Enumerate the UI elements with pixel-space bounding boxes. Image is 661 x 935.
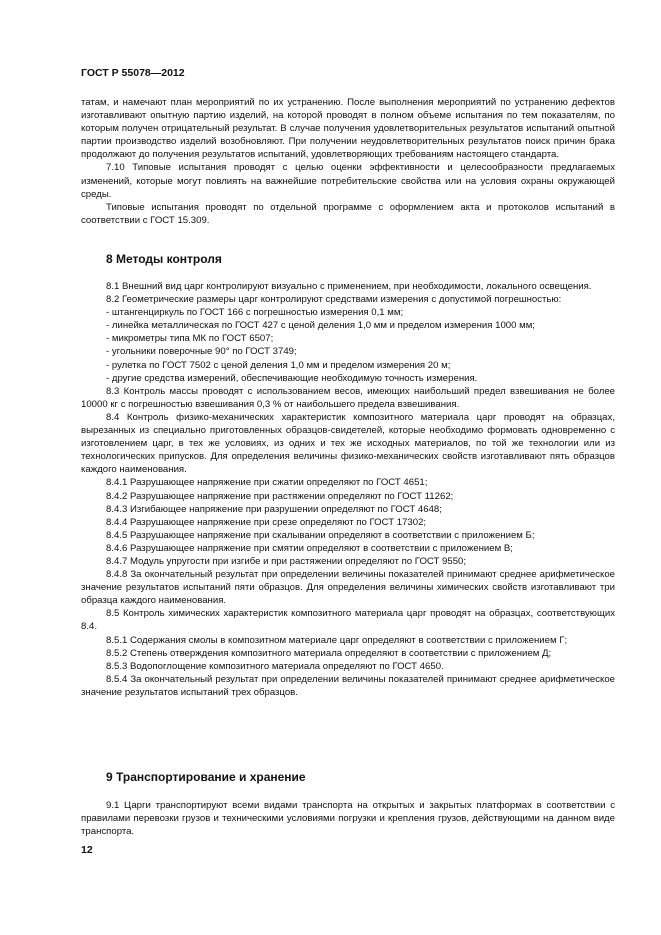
paragraph: 8.5 Контроль химических характеристик композитного материала царг проводят на образцах, соответствующих 8.4. (81, 608, 615, 633)
paragraph: 8.4.3 Изгибающее напряжение при разрушении определяют по ГОСТ 4648; (106, 503, 442, 515)
paragraph: татам, и намечают план мероприятий по их устранению. После выполнения мероприятий по устранению дефектов изготавливают опытную партию изделий, на которой проводят в полном объеме испытания по тем показателям, по которым получен отрицательный результат. В случае получения удовлетворительных результатов испытаний опытной партии производство изделий возобновляют. При получении неудовлетворительных результатов поиск причин брака продолжают до получения результатов испытаний, удовлетворяющих требованиям настоящего стандарта. (81, 97, 615, 161)
paragraph: 9.1 Царги транспортируют всеми видами транспорта на открытых и закрытых платформах в соответствии с правилами перевозки грузов и техническими условиями погрузки и крепления грузов, действующими на данном виде транспорта. (81, 800, 615, 838)
page-number: 12 (81, 844, 93, 856)
paragraph: 8.4.1 Разрушающее напряжение при сжатии определяют по ГОСТ 4651; (106, 477, 428, 489)
paragraph: 8.4.5 Разрушающее напряжение при скалывании определяют в соответствии с приложением Б; (106, 529, 535, 541)
list-item: - штангенциркуль по ГОСТ 166 с погрешностью измерения 0,1 мм; (106, 307, 404, 319)
paragraph: 8.4.2 Разрушающее напряжение при растяжении определяют по ГОСТ 11262; (106, 490, 454, 502)
paragraph: 8.4.6 Разрушающее напряжение при смятии определяют в соответствии с приложением В; (106, 542, 513, 554)
list-item: - другие средства измерений, обеспечивающие необходимую точность измерения. (106, 372, 478, 384)
paragraph: 8.4.8 За окончательный результат при определении величины показателей принимают среднее арифметическое значение результатов испытаний пяти образцов. Для определения величины химических свойств изготавливают три образца каждого наименования. (81, 569, 615, 607)
paragraph: 8.4.7 Модуль упругости при изгибе и при растяжении определяют по ГОСТ 9550; (106, 555, 467, 567)
paragraph: 8.5.3 Водопоглощение композитного материала определяют по ГОСТ 4650. (106, 660, 444, 672)
page-header: ГОСТ Р 55078—2012 (81, 67, 185, 79)
list-item: - микрометры типа МК по ГОСТ 6507; (106, 333, 274, 345)
list-item: - угольники поверочные 90° по ГОСТ 3749; (106, 346, 297, 358)
paragraph: 8.1 Внешний вид царг контролируют визуально с применением, при необходимости, локального освещения. (106, 281, 592, 292)
section-9-body (81, 799, 615, 838)
list-item: - рулетка по ГОСТ 7502 с ценой деления 1,0 мм и пределом измерения 20 м; (106, 359, 451, 371)
list-item: - линейка металлическая по ГОСТ 427 с ценой деления 1,0 мм и пределом измерения 1000 мм; (106, 320, 535, 332)
paragraph: Типовые испытания проводят по отдельной программе с оформлением акта и протоколов испытаний в соответствии с ГОСТ 15.309. (81, 201, 615, 226)
paragraph: 8.4 Контроль физико-механических характеристик композитного материала царг проводят на образцах, вырезанных из специально приготовленных образцов-свидетелей, которые необходимо формовать одновременно с изготовлением царг, в тех же условиях, из одних и тех же исходных материалов, по той же технологии или из технологических припусков. Для определения величины физико-механических свойств изготавливают пять образцов каждого наименования. (81, 411, 615, 476)
intro-block (81, 96, 615, 227)
paragraph: 8.5.4 За окончательный результат при определении величины показателей принимают среднее арифметическое значение результатов испытаний трех образцов. (81, 673, 615, 698)
paragraph: 8.4.4 Разрушающее напряжение при срезе определяют по ГОСТ 17302; (106, 516, 427, 528)
paragraph: 7.10 Типовые испытания проводят с целью оценки эффективности и целесообразности предлагаемых изменений, которые могут повлиять на важнейшие потребительские свойства или на условия охраны окружающей среды. (81, 162, 615, 200)
section-8-body (81, 280, 615, 699)
paragraph: 8.2 Геометрические размеры царг контролируют средствами измерения с допустимой погрешностью: (106, 294, 562, 306)
paragraph: 8.5.1 Содержания смолы в композитном материале царг определяют в соответствии с приложением Г; (106, 634, 568, 646)
section-title-9: 9 Транспортирование и хранение (106, 770, 306, 784)
paragraph: 8.3 Контроль массы проводят с использованием весов, имеющих наибольший предел взвешивания не более 10000 кг с погрешностью взвешивания 0,3 % от наибольшего предела взвешивания. (81, 385, 615, 410)
paragraph: 8.5.2 Степень отверждения композитного материала определяют в соответствии с приложением Д; (106, 647, 552, 659)
section-title-8: 8 Методы контроля (106, 252, 222, 266)
